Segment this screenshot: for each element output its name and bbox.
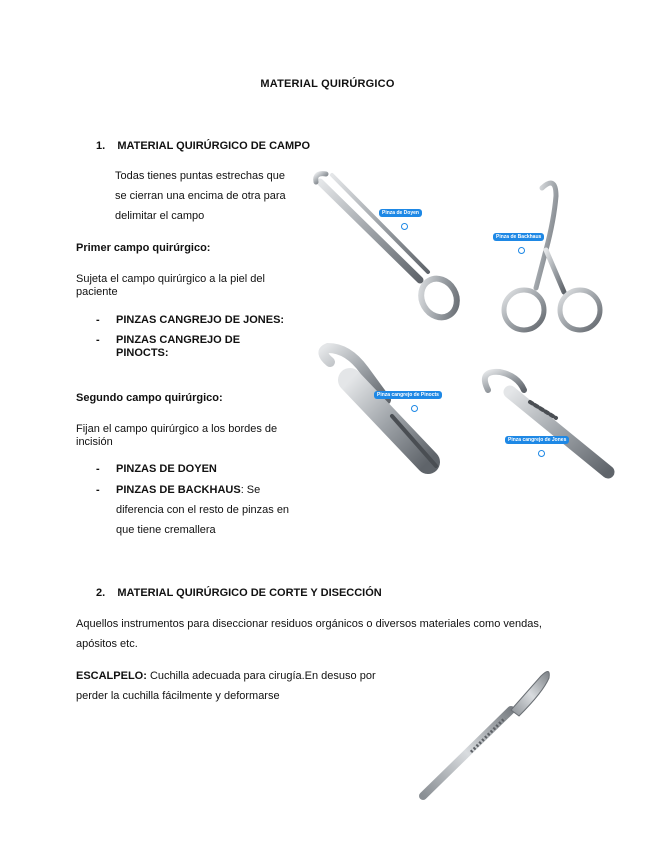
list-item-backhaus <box>96 480 289 540</box>
list-item-jones <box>96 314 284 327</box>
intro-line: Todas tienes puntas estrechas que <box>115 170 286 182</box>
desc-line: paciente <box>76 286 118 298</box>
segundo-campo-heading: Segundo campo quirúrgico: <box>76 392 223 404</box>
label-pinocts: Pinza cangrejo de Pinocts <box>374 391 442 399</box>
primer-campo-heading: Primer campo quirúrgico: <box>76 242 211 254</box>
section-1-number: 1. <box>96 140 106 152</box>
bullet-dash: - <box>96 334 100 346</box>
item-label: PINZAS CANGREJO DE <box>116 334 241 346</box>
label-doyen: Pinza de Doyen <box>379 209 422 217</box>
escalpelo-desc-cont: perder la cuchilla fácilmente y deformarse <box>76 690 280 702</box>
bullet-dash: - <box>96 484 100 496</box>
item-label-cont: diferencia con el resto de pinzas en <box>116 504 290 516</box>
label-backhaus: Pinza de Backhaus <box>493 233 544 241</box>
segundo-campo-desc <box>76 423 277 449</box>
pin-marker-icon <box>518 247 525 254</box>
label-jones: Pinza cangrejo de Jones <box>505 436 569 444</box>
desc-line: Fijan el campo quirúrgico a los bordes de <box>76 423 278 435</box>
item-label-cont: que tiene cremallera <box>116 524 216 536</box>
doyen-forceps-image <box>316 174 464 324</box>
item-label-cont: PINOCTS: <box>116 347 169 359</box>
section-2-heading <box>96 587 382 599</box>
list-item-doyen <box>96 459 217 479</box>
intro-line: se cierran una encima de otra para <box>115 190 286 202</box>
section-2-number: 2. <box>96 587 106 599</box>
item-label: PINZAS CANGREJO DE JONES: <box>116 314 285 326</box>
bullet-dash: - <box>96 314 100 326</box>
item-label-rest: : Se <box>240 484 261 496</box>
escalpelo-paragraph <box>76 666 376 706</box>
pin-marker-icon <box>538 450 545 457</box>
desc-line: incisión <box>76 436 113 448</box>
pin-marker-icon <box>401 223 408 230</box>
pin-marker-icon <box>411 405 418 412</box>
scalpel-image <box>415 662 555 804</box>
instrument-illustrations <box>310 170 650 500</box>
pinocts-forceps-image <box>323 348 436 466</box>
section-2-desc <box>76 614 542 654</box>
page-title: MATERIAL QUIRÚRGICO <box>260 78 395 90</box>
section-1-title: MATERIAL QUIRÚRGICO DE CAMPO <box>117 140 311 152</box>
section-1-heading <box>96 140 310 152</box>
desc-line: apósitos etc. <box>76 638 138 650</box>
jones-forceps-image <box>485 372 608 472</box>
list-item-pinocts <box>96 334 240 360</box>
intro-line: delimitar el campo <box>115 210 205 222</box>
item-label: PINZAS DE DOYEN <box>116 463 217 475</box>
desc-line: Aquellos instrumentos para diseccionar residuos orgánicos o diversos materiales como vendas, <box>76 618 542 630</box>
desc-line: Sujeta el campo quirúrgico a la piel del <box>76 273 265 285</box>
bullet-dash: - <box>96 463 100 475</box>
section-1-intro <box>115 166 286 226</box>
item-label: PINZAS DE BACKHAUS <box>116 484 241 496</box>
primer-campo-desc <box>76 273 265 299</box>
backhaus-forceps-image <box>504 183 600 330</box>
escalpelo-term: ESCALPELO: <box>76 670 147 682</box>
section-2-title: MATERIAL QUIRÚRGICO DE CORTE Y DISECCIÓN <box>117 587 382 599</box>
escalpelo-desc: Cuchilla adecuada para cirugía.En desuso por <box>146 670 376 682</box>
